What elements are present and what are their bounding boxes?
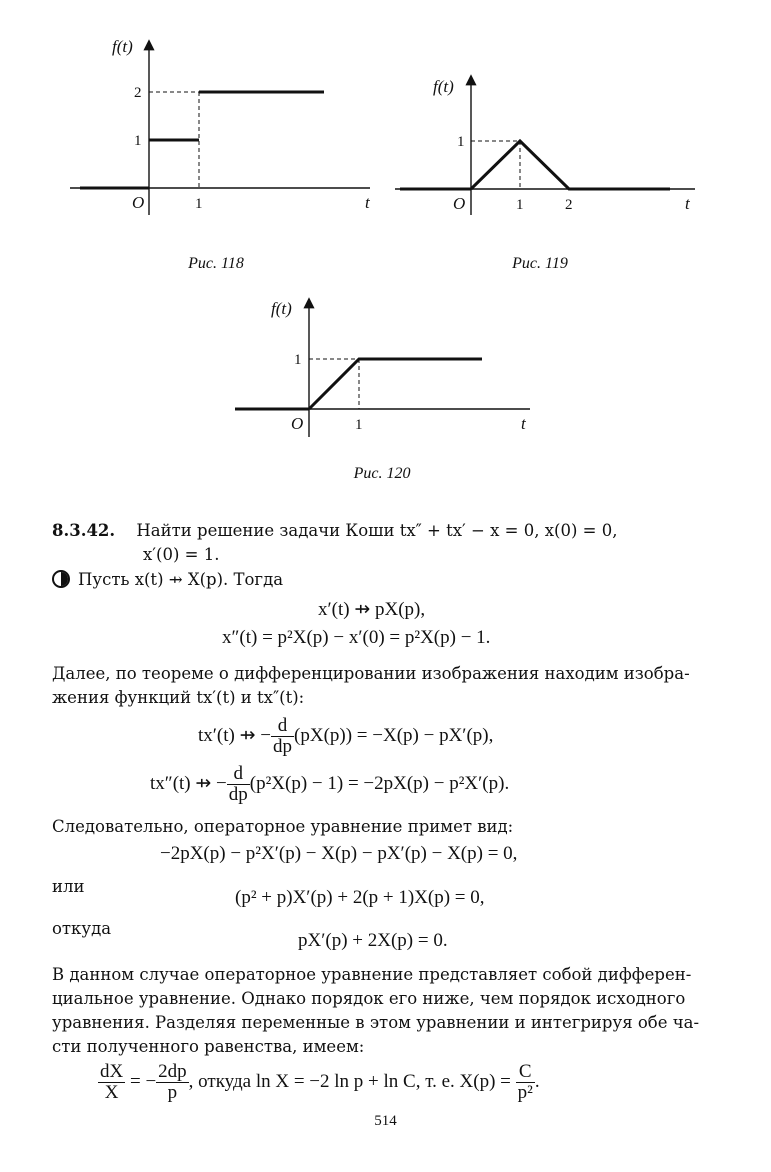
ramp bbox=[309, 359, 482, 409]
y-tick-2: 2 bbox=[134, 85, 142, 101]
word-whence: откуда bbox=[52, 919, 112, 938]
eq8-fraction-c bbox=[516, 1062, 535, 1103]
paragraph-3-line-1: В данном случае операторное уравнение представляет собой дифферен- bbox=[52, 965, 692, 984]
eq8-end: . bbox=[534, 1070, 540, 1092]
eq8-equals: = − bbox=[129, 1070, 157, 1092]
eq4-left: tx″(t) ⇸ − bbox=[150, 772, 227, 794]
problem-line-1 bbox=[52, 518, 617, 543]
equation-1: x′(t) ⇸ pX(p), bbox=[318, 599, 426, 620]
paragraph-1-line-2: жения функций tx′(t) и tx″(t): bbox=[52, 688, 305, 707]
eq8-c-numerator: C bbox=[516, 1062, 535, 1083]
eq3-left: tx′(t) ⇸ − bbox=[198, 724, 272, 746]
x-axis-label: t bbox=[365, 193, 370, 212]
eq8-dp-denominator: p bbox=[167, 1081, 178, 1103]
caption-119: Рис. 119 bbox=[512, 255, 568, 272]
solution-intro bbox=[52, 567, 283, 592]
problem-statement-1: Найти решение задачи Коши tx″ + tx′ − x = 0, x(0) = 0, bbox=[136, 521, 618, 540]
eq4-numerator: d bbox=[227, 764, 250, 785]
paragraph-1-line-1: Далее, по теореме о дифференцировании изображения находим изобра- bbox=[52, 664, 690, 683]
eq4-right: (p²X(p) − 1) = −2pX(p) − p²X′(p). bbox=[249, 772, 510, 794]
eq8-dp-numerator: 2dp bbox=[158, 1061, 187, 1082]
figure-120-plot bbox=[230, 292, 540, 442]
solution-start-icon bbox=[52, 570, 70, 588]
problem-number: 8.3.42. bbox=[52, 521, 116, 540]
figure-118-plot bbox=[70, 30, 390, 220]
equation-6: (p² + p)X′(p) + 2(p + 1)X(p) = 0, bbox=[235, 887, 485, 908]
paragraph-3-line-4: сти полученного равенства, имеем: bbox=[52, 1037, 365, 1056]
y-tick-1: 1 bbox=[457, 134, 465, 150]
figure-119 bbox=[395, 65, 705, 220]
paragraph-3-line-2: циальное уравнение. Однако порядок его ниже, чем порядок исходного bbox=[52, 989, 686, 1008]
eq8-fraction-dp bbox=[156, 1062, 189, 1103]
eq8-dx-denominator: X bbox=[104, 1081, 119, 1103]
caption-120: Рис. 120 bbox=[353, 465, 411, 482]
x-tick-1: 1 bbox=[195, 196, 203, 212]
origin-label: O bbox=[132, 193, 145, 212]
paragraph-2: Следовательно, операторное уравнение примет вид: bbox=[52, 817, 514, 836]
figure-118 bbox=[70, 30, 390, 220]
solution-intro-text: Пусть x(t) ⇸ X(p). Тогда bbox=[78, 570, 284, 589]
origin-label: O bbox=[291, 414, 304, 433]
origin-label: O bbox=[453, 194, 466, 213]
eq3-numerator: d bbox=[271, 716, 294, 737]
equation-2: x″(t) = p²X(p) − x′(0) = p²X(p) − 1. bbox=[222, 627, 491, 648]
eq4-denominator: dp bbox=[228, 783, 248, 805]
figure-119-plot bbox=[395, 65, 705, 220]
equation-4 bbox=[150, 764, 509, 805]
caption-118: Рис. 118 bbox=[188, 255, 244, 272]
x-axis-label: t bbox=[521, 414, 526, 433]
eq8-dx-numerator: dX bbox=[100, 1061, 124, 1082]
y-tick-1: 1 bbox=[294, 352, 302, 368]
problem-statement-2: x′(0) = 1. bbox=[143, 545, 220, 564]
x-axis-label: t bbox=[685, 194, 690, 213]
eq4-fraction bbox=[227, 764, 250, 805]
page-number: 514 bbox=[374, 1113, 397, 1129]
equation-3 bbox=[198, 716, 493, 757]
equation-7: pX′(p) + 2X(p) = 0. bbox=[298, 930, 448, 951]
x-tick-1: 1 bbox=[516, 197, 524, 213]
y-axis-label: f(t) bbox=[433, 77, 454, 96]
word-or: или bbox=[52, 877, 85, 896]
eq8-middle: , откуда ln X = −2 ln p + ln C, т. е. X(p) = bbox=[188, 1070, 511, 1092]
eq3-denominator: dp bbox=[273, 735, 293, 757]
figure-120 bbox=[230, 292, 540, 442]
y-axis-label: f(t) bbox=[271, 299, 292, 318]
eq3-fraction bbox=[271, 716, 294, 757]
paragraph-3-line-3: уравнения. Разделяя переменные в этом уравнении и интегрируя обе ча- bbox=[52, 1013, 700, 1032]
eq8-fraction-dx bbox=[98, 1062, 125, 1103]
eq8-c-denominator: p² bbox=[517, 1081, 533, 1103]
equation-5: −2pX(p) − p²X′(p) − X(p) − pX′(p) − X(p) = 0, bbox=[160, 843, 518, 864]
eq3-right: (pX(p)) = −X(p) − pX′(p), bbox=[294, 724, 494, 746]
equation-8 bbox=[98, 1062, 540, 1103]
triangle-pulse bbox=[471, 141, 670, 189]
x-tick-2: 2 bbox=[565, 197, 573, 213]
y-tick-1: 1 bbox=[134, 133, 142, 149]
x-tick-1: 1 bbox=[355, 417, 363, 433]
y-axis-label: f(t) bbox=[112, 37, 133, 56]
